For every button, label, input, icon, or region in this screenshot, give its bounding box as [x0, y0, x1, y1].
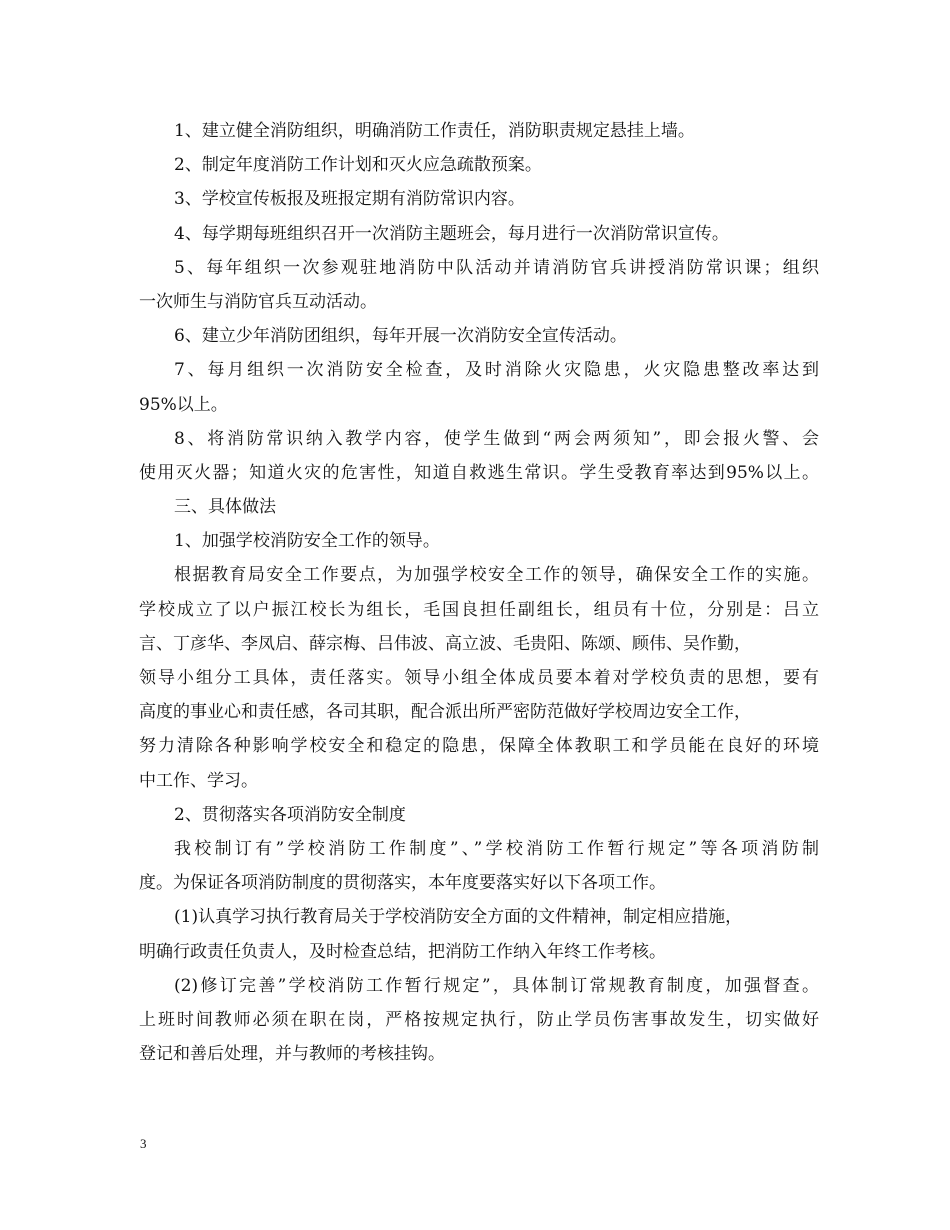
text-line: 我校制订有”学校消防工作制度”、”学校消防工作暂行规定”等各项消防制 — [174, 838, 819, 859]
text-line: 5、每年组织一次参观驻地消防中队活动并请消防官兵讲授消防常识课；组织 — [174, 257, 819, 278]
text-line: 学校成立了以户振江校长为组长，毛国良担任副组长，组员有十位，分别是：吕立 — [139, 599, 819, 620]
text-line: 度。为保证各项消防制度的贯彻落实，本年度要落实好以下各项工作。 — [139, 873, 666, 894]
text-line: 1、加强学校消防安全工作的领导。 — [174, 531, 440, 552]
text-line: 8、将消防常识纳入教学内容，使学生做到“两会两须知”，即会报火警、会 — [174, 428, 819, 449]
text-line: 登记和善后处理，并与教师的考核挂钩。 — [139, 1044, 445, 1065]
text-line: (1)认真学习执行教育局关于学校消防安全方面的文件精神，制定相应措施， — [174, 907, 743, 928]
body-text — [139, 114, 819, 1071]
text-line: (2)修订完善”学校消防工作暂行规定”，具体制订常规教育制度，加强督查。 — [174, 975, 819, 996]
text-line: 明确行政责任负责人，及时检查总结，把消防工作纳入年终工作考核。 — [139, 941, 666, 962]
text-line: 中工作、学习。 — [139, 770, 258, 791]
text-line: 2、制定年度消防工作计划和灭火应急疏散预案。 — [174, 155, 542, 176]
text-line: 领导小组分工具体，责任落实。领导小组全体成员要本着对学校负责的思想，要有 — [139, 668, 819, 688]
section-heading: 三、具体做法 — [174, 497, 276, 518]
page-number: 3 — [140, 1136, 147, 1151]
text-line: 6、建立少年消防团组织，每年开展一次消防安全宣传活动。 — [174, 326, 627, 347]
text-line: 1、建立健全消防组织，明确消防工作责任，消防职责规定悬挂上墙。 — [174, 121, 695, 141]
text-line: 根据教育局安全工作要点，为加强学校安全工作的领导，确保安全工作的实施。 — [174, 565, 819, 586]
text-line: 上班时间教师必须在职在岗，严格按规定执行，防止学员伤害事故发生，切实做好 — [139, 1009, 819, 1030]
text-line: 高度的事业心和责任感，各司其职，配合派出所严密防范做好学校周边安全工作， — [139, 702, 751, 723]
text-line: 2、贯彻落实各项消防安全制度 — [174, 804, 406, 825]
text-line: 一次师生与消防官兵互动活动。 — [139, 291, 377, 312]
text-line: 4、每学期每班组织召开一次消防主题班会，每月进行一次消防常识宣传。 — [174, 223, 729, 244]
text-line: 95%以上。 — [139, 394, 228, 415]
text-line: 7、每月组织一次消防安全检查，及时消除火灾隐患，火灾隐患整改率达到 — [174, 360, 819, 381]
text-line: 使用灭火器；知道火灾的危害性，知道自救逃生常识。学生受教育率达到95%以上。 — [139, 462, 819, 483]
text-line: 努力清除各种影响学校安全和稳定的隐患，保障全体教职工和学员能在良好的环境 — [139, 736, 819, 757]
text-line: 3、学校宣传板报及班报定期有消防常识内容。 — [174, 189, 525, 210]
text-line: 言、丁彦华、李凤启、薛宗梅、吕伟波、高立波、毛贵阳、陈颂、顾伟、吴作勤， — [139, 633, 751, 654]
